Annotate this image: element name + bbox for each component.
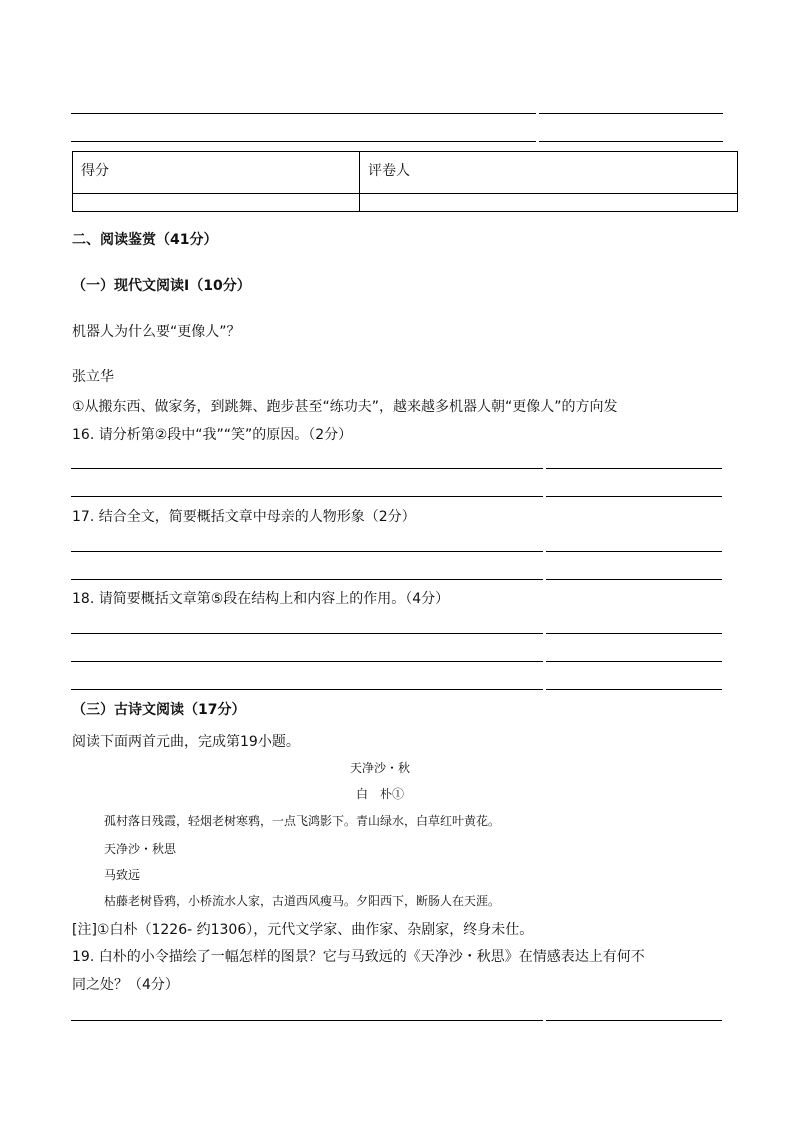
answer-line	[546, 1020, 722, 1021]
article-author: 张立华	[72, 369, 114, 385]
answer-line	[71, 113, 536, 114]
part-title: （三）古诗文阅读（17分）	[72, 702, 246, 718]
article-title: 机器人为什么要“更像人”？	[72, 324, 241, 340]
poem-author: 白 朴①	[355, 787, 404, 801]
poem-text: 孤村落日残霞，轻烟老树寒鸦，一点飞鸿影下。青山绿水，白草红叶黄花。	[104, 814, 501, 828]
poem-title: 天净沙・秋	[349, 761, 410, 775]
question-19: 19. 白朴的小令描绘了一幅怎样的图景？它与马致远的《天净沙・秋思》在情感表达上有何不	[72, 949, 645, 965]
poem-author: 马致远	[104, 868, 141, 882]
answer-line	[71, 468, 543, 469]
instruction: 阅读下面两首元曲，完成第19小题。	[72, 734, 300, 750]
question-19-cont: 同之处？（4分）	[72, 977, 179, 993]
answer-line	[71, 633, 543, 634]
part-title: （一）现代文阅读Ⅰ（10分）	[72, 278, 251, 294]
score-table	[72, 151, 738, 212]
answer-line	[546, 689, 722, 690]
score-cell[interactable]	[73, 194, 360, 212]
answer-line	[539, 113, 723, 114]
paragraph: ①从搬东西、做家务，到跳舞、跑步甚至“练功夫”，越来越多机器人朝“更像人”的方向发	[72, 399, 618, 415]
footnote: [注]①白朴（1226- 约1306），元代文学家、曲作家、杂剧家，终身未仕。	[72, 922, 534, 938]
answer-line	[71, 579, 543, 580]
answer-line	[546, 661, 722, 662]
question-16: 16. 请分析第②段中“我”“笑”的原因。（2分）	[72, 427, 353, 443]
answer-line	[546, 496, 722, 497]
grader-cell[interactable]	[360, 194, 738, 212]
score-label: 得分	[73, 152, 360, 194]
question-17: 17. 结合全文，简要概括文章中母亲的人物形象（2分）	[72, 509, 416, 525]
answer-line	[71, 141, 536, 142]
poem-title: 天净沙・秋思	[104, 842, 177, 856]
answer-line	[71, 689, 543, 690]
answer-line	[71, 661, 543, 662]
answer-line	[546, 633, 722, 634]
answer-line	[71, 496, 543, 497]
answer-line	[546, 551, 722, 552]
section-title: 二、阅读鉴赏（41分）	[72, 232, 218, 248]
answer-line	[546, 468, 722, 469]
question-18: 18. 请简要概括文章第⑤段在结构上和内容上的作用。（4分）	[72, 591, 450, 607]
answer-line	[546, 579, 722, 580]
poem-text: 枯藤老树昏鸦，小桥流水人家，古道西风瘦马。夕阳西下，断肠人在天涯。	[104, 894, 501, 908]
grader-label: 评卷人	[360, 152, 738, 194]
answer-line	[71, 1020, 543, 1021]
answer-line	[71, 551, 543, 552]
answer-line	[539, 141, 723, 142]
